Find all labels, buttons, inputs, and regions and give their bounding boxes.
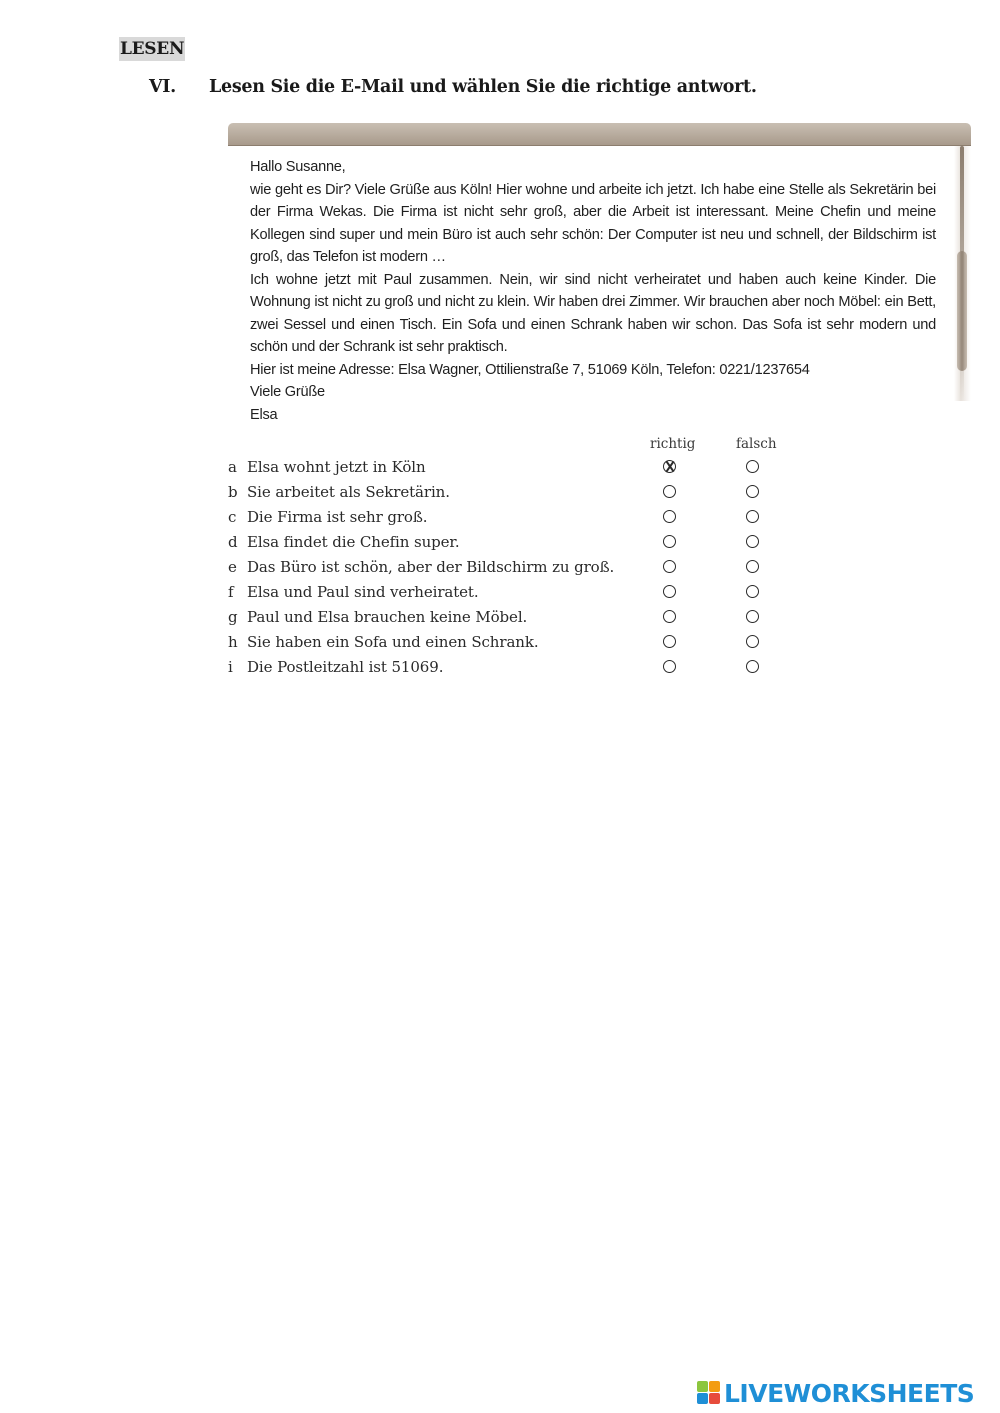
quiz-item-f xyxy=(228,580,808,605)
quiz-item-statement: Die Postleitzahl ist 51069. xyxy=(247,658,444,676)
email-titlebar xyxy=(228,123,971,146)
quiz-item-h xyxy=(228,630,808,655)
radio-falsch[interactable] xyxy=(746,460,759,473)
quiz-item-statement: Sie arbeitet als Sekretärin. xyxy=(247,483,450,501)
quiz-item-g xyxy=(228,605,808,630)
logo-square xyxy=(709,1393,720,1404)
radio-richtig[interactable] xyxy=(663,660,676,673)
quiz-item-letter: i xyxy=(228,658,233,676)
quiz-item-d xyxy=(228,530,808,555)
section-label: LESEN xyxy=(120,39,185,59)
quiz-item-letter: e xyxy=(228,558,237,576)
liveworksheets-logo-icon xyxy=(697,1381,721,1405)
email-closing: Viele Grüße xyxy=(250,384,325,400)
radio-falsch[interactable] xyxy=(746,610,759,623)
logo-square xyxy=(697,1381,708,1392)
quiz-item-statement: Sie haben ein Sofa und einen Schrank. xyxy=(247,633,539,651)
quiz-item-statement: Paul und Elsa brauchen keine Möbel. xyxy=(247,608,528,626)
radio-falsch[interactable] xyxy=(746,660,759,673)
radio-richtig[interactable] xyxy=(663,535,676,548)
radio-richtig[interactable] xyxy=(663,485,676,498)
liveworksheets-logo xyxy=(697,1378,974,1408)
task-number: VI. xyxy=(149,77,176,97)
quiz-item-letter: d xyxy=(228,533,238,551)
radio-richtig[interactable] xyxy=(663,610,676,623)
email-text xyxy=(250,156,936,426)
logo-text: LIVEWORKSHEETS xyxy=(724,1378,975,1408)
quiz-item-letter: c xyxy=(228,508,237,526)
quiz-item-e xyxy=(228,555,808,580)
quiz-item-letter: f xyxy=(228,583,234,601)
email-paragraph: Ich wohne jetzt mit Paul zusammen. Nein, wir sind nicht verheiratet und haben auch keine Kinder. Die Wohnung ist nicht zu groß und nicht zu klein. Wir haben drei Zimmer. Wir brauchen aber noch Möbel: ein Bett, zwei Sessel und einen Tisch. Ein Sofa und einen Schrank haben wir schon. Das Sofa ist sehr modern und schön und der Schrank ist sehr praktisch. xyxy=(250,271,936,355)
logo-square xyxy=(697,1393,708,1404)
quiz-item-letter: a xyxy=(228,458,237,476)
quiz-item-statement: Die Firma ist sehr groß. xyxy=(247,508,428,526)
radio-falsch[interactable] xyxy=(746,485,759,498)
quiz-item-statement: Das Büro ist schön, aber der Bildschirm zu groß. xyxy=(247,558,615,576)
email-paragraph: wie geht es Dir? Viele Grüße aus Köln! Hier wohne und arbeite ich jetzt. Ich habe eine Stelle als Sekretärin bei der Firma Wekas. Die Firma ist nicht sehr groß, aber die Arbeit ist interessant. Meine Chefin und meine Kollegen sind super und mein Büro ist auch sehr schön: Der Computer ist neu und schnell, der Bildschirm ist groß, das Telefon ist modern … xyxy=(250,181,936,265)
radio-richtig[interactable] xyxy=(663,510,676,523)
quiz-item-letter: g xyxy=(228,608,238,626)
logo-square xyxy=(709,1381,720,1392)
radio-richtig[interactable] xyxy=(663,460,676,473)
radio-falsch[interactable] xyxy=(746,585,759,598)
radio-richtig[interactable] xyxy=(663,635,676,648)
quiz-item-b xyxy=(228,480,808,505)
radio-falsch[interactable] xyxy=(746,510,759,523)
quiz-item-a xyxy=(228,455,808,480)
radio-richtig[interactable] xyxy=(663,585,676,598)
column-header-richtig: richtig xyxy=(650,436,696,452)
scrollbar-thumb[interactable] xyxy=(957,251,967,371)
email-window xyxy=(228,123,971,423)
task-instruction: Lesen Sie die E-Mail und wählen Sie die richtige antwort. xyxy=(209,77,757,97)
column-header-falsch: falsch xyxy=(736,436,777,452)
quiz-item-letter: h xyxy=(228,633,238,651)
email-body xyxy=(228,146,952,423)
email-address: Hier ist meine Adresse: Elsa Wagner, Ottilienstraße 7, 51069 Köln, Telefon: 0221/1237654 xyxy=(250,361,810,378)
quiz-item-statement: Elsa wohnt jetzt in Köln xyxy=(247,458,426,476)
email-scrollbar[interactable] xyxy=(954,146,971,401)
radio-falsch[interactable] xyxy=(746,635,759,648)
quiz-item-i xyxy=(228,655,808,680)
radio-falsch[interactable] xyxy=(746,535,759,548)
quiz-item-letter: b xyxy=(228,483,238,501)
radio-richtig[interactable] xyxy=(663,560,676,573)
radio-falsch[interactable] xyxy=(746,560,759,573)
quiz-item-c xyxy=(228,505,808,530)
email-greeting: Hallo Susanne, xyxy=(250,159,346,175)
email-signature: Elsa xyxy=(250,406,278,423)
quiz-item-statement: Elsa findet die Chefin super. xyxy=(247,533,460,551)
quiz-item-statement: Elsa und Paul sind verheiratet. xyxy=(247,583,479,601)
